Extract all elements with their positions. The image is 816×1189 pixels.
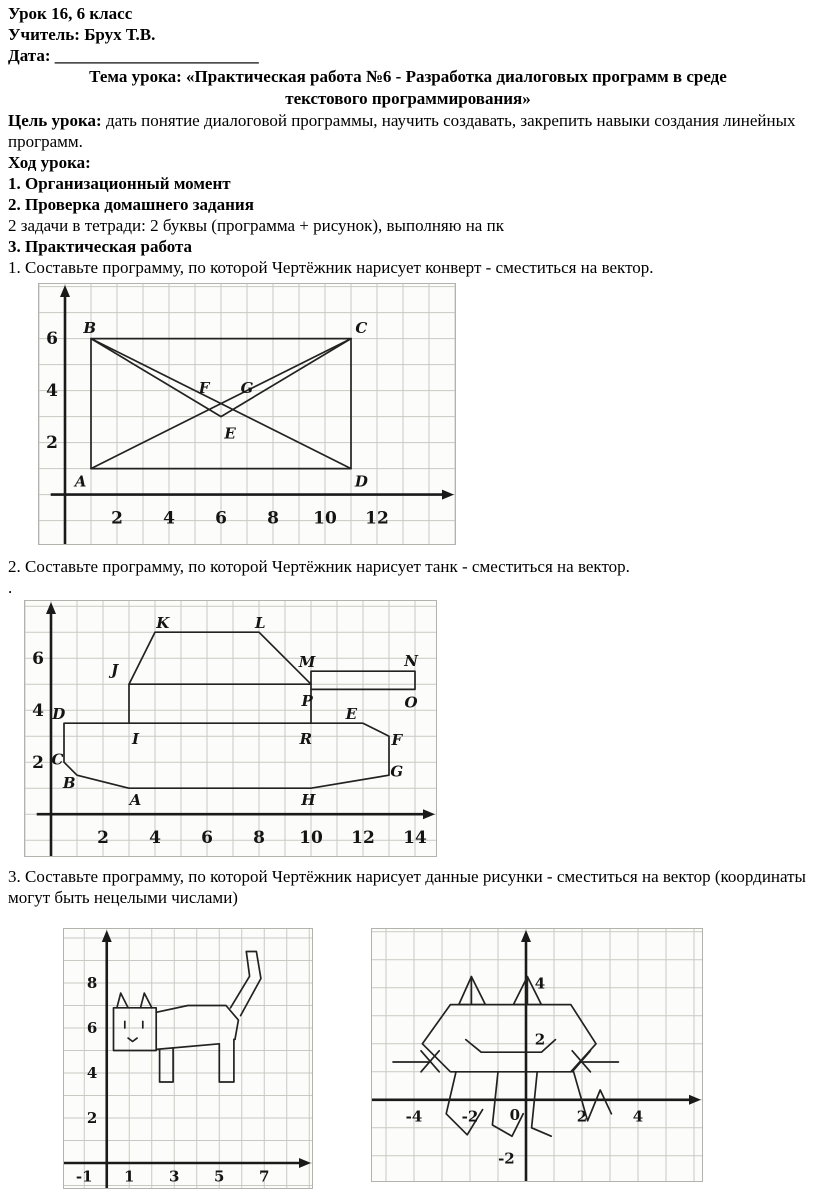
- tank-grid-plot: [25, 601, 436, 856]
- figure-3-4-row: [63, 928, 808, 1189]
- svg-text:12: 12: [365, 508, 389, 529]
- svg-text:4: 4: [632, 1107, 644, 1126]
- frog-figure: [371, 928, 703, 1182]
- svg-text:-2: -2: [461, 1107, 479, 1126]
- cat-figure: [63, 928, 313, 1189]
- plan-item-1: 1. Организационный момент: [8, 174, 231, 193]
- svg-text:B: B: [62, 774, 76, 792]
- svg-text:2: 2: [97, 828, 109, 849]
- svg-text:14: 14: [403, 828, 427, 849]
- svg-text:2: 2: [32, 752, 44, 773]
- svg-text:4: 4: [149, 828, 161, 849]
- svg-text:C: C: [355, 319, 368, 338]
- svg-text:2: 2: [576, 1107, 588, 1126]
- task-2-text: 2. Составьте программу, по которой Чертёжник нарисует танк - сместиться на вектор.: [8, 557, 630, 576]
- svg-text:F: F: [198, 379, 210, 397]
- topic-line-1: Тема урока: «Практическая работа №6 - Разработка диалоговых программ в среде: [89, 67, 727, 86]
- goal-paragraph: [8, 110, 808, 152]
- date-line: [8, 45, 808, 66]
- svg-text:1: 1: [124, 1167, 135, 1186]
- svg-text:6: 6: [215, 508, 227, 529]
- svg-text:L: L: [255, 614, 266, 633]
- svg-text:4: 4: [86, 1063, 98, 1082]
- svg-text:8: 8: [86, 973, 98, 992]
- svg-text:-4: -4: [405, 1107, 423, 1126]
- frog-grid-plot: [372, 929, 702, 1181]
- plan-item-2-note: 2 задачи в тетради: 2 буквы (программа + рисунок), выполняю на пк: [8, 216, 504, 235]
- svg-text:A: A: [129, 790, 142, 809]
- envelope-figure: [38, 283, 456, 545]
- svg-text:H: H: [301, 790, 316, 809]
- svg-text:-1: -1: [75, 1167, 93, 1186]
- svg-text:-2: -2: [498, 1149, 515, 1168]
- topic-line-2: текстового программирования»: [285, 89, 531, 108]
- teacher-line: Учитель: Брух Т.В.: [8, 25, 156, 44]
- lesson-title: Урок 16, 6 класс: [8, 4, 133, 23]
- svg-text:E: E: [345, 705, 358, 724]
- date-blank: ________________________: [54, 46, 259, 65]
- svg-text:N: N: [404, 651, 418, 670]
- svg-text:8: 8: [267, 508, 279, 529]
- svg-text:P: P: [301, 692, 313, 711]
- svg-text:F: F: [391, 731, 403, 750]
- task-1-text: 1. Составьте программу, по которой Чертёжник нарисует конверт - сместиться на вектор.: [8, 258, 654, 277]
- svg-text:3: 3: [169, 1167, 180, 1186]
- svg-text:6: 6: [86, 1018, 98, 1037]
- plan-heading: Ход урока:: [8, 153, 91, 172]
- svg-text:G: G: [240, 379, 254, 397]
- tank-figure: [24, 600, 437, 857]
- svg-text:4: 4: [32, 700, 44, 721]
- goal-label: Цель урока:: [8, 111, 102, 130]
- svg-text:4: 4: [534, 974, 546, 993]
- svg-text:8: 8: [253, 828, 265, 849]
- svg-text:4: 4: [163, 508, 175, 529]
- svg-text:E: E: [224, 424, 236, 443]
- svg-text:6: 6: [32, 648, 44, 669]
- figure-1-container: [38, 283, 808, 550]
- svg-text:2: 2: [111, 508, 123, 529]
- goal-text: дать понятие диалоговой программы, научить создавать, закрепить навыки создания линейных программ.: [8, 111, 796, 151]
- topic-heading: [8, 66, 808, 110]
- svg-text:A: A: [74, 472, 87, 491]
- svg-text:G: G: [390, 762, 404, 781]
- svg-text:6: 6: [46, 329, 58, 350]
- svg-text:I: I: [131, 729, 140, 748]
- svg-text:5: 5: [214, 1167, 225, 1186]
- svg-text:K: K: [156, 614, 170, 633]
- stray-dot: .: [8, 578, 13, 597]
- svg-text:2: 2: [46, 433, 58, 454]
- cat-grid-plot: [64, 929, 312, 1188]
- svg-text:R: R: [299, 729, 313, 748]
- task-3-text: 3. Составьте программу, по которой Чертёжник нарисует данные рисунки - сместиться на вектор (координаты могут быть нецелыми числами): [8, 867, 806, 907]
- svg-text:10: 10: [313, 508, 337, 529]
- svg-text:J: J: [111, 660, 119, 679]
- plan-item-3: 3. Практическая работа: [8, 237, 193, 256]
- svg-text:C: C: [51, 750, 64, 769]
- svg-text:6: 6: [201, 828, 213, 849]
- figure-2-container: [24, 600, 808, 862]
- svg-text:D: D: [52, 705, 66, 724]
- plan-item-2: 2. Проверка домашнего задания: [8, 195, 254, 214]
- svg-text:B: B: [83, 319, 97, 338]
- svg-text:7: 7: [259, 1167, 270, 1186]
- svg-text:4: 4: [46, 381, 58, 402]
- date-label: Дата:: [8, 46, 51, 65]
- svg-text:M: M: [298, 653, 316, 672]
- envelope-grid-plot: [39, 284, 455, 544]
- svg-text:D: D: [354, 472, 368, 491]
- svg-text:12: 12: [351, 828, 375, 849]
- svg-text:2: 2: [86, 1108, 98, 1127]
- svg-text:O: O: [404, 693, 418, 712]
- svg-text:0: 0: [509, 1106, 521, 1125]
- svg-text:10: 10: [299, 828, 323, 849]
- svg-text:2: 2: [534, 1030, 546, 1049]
